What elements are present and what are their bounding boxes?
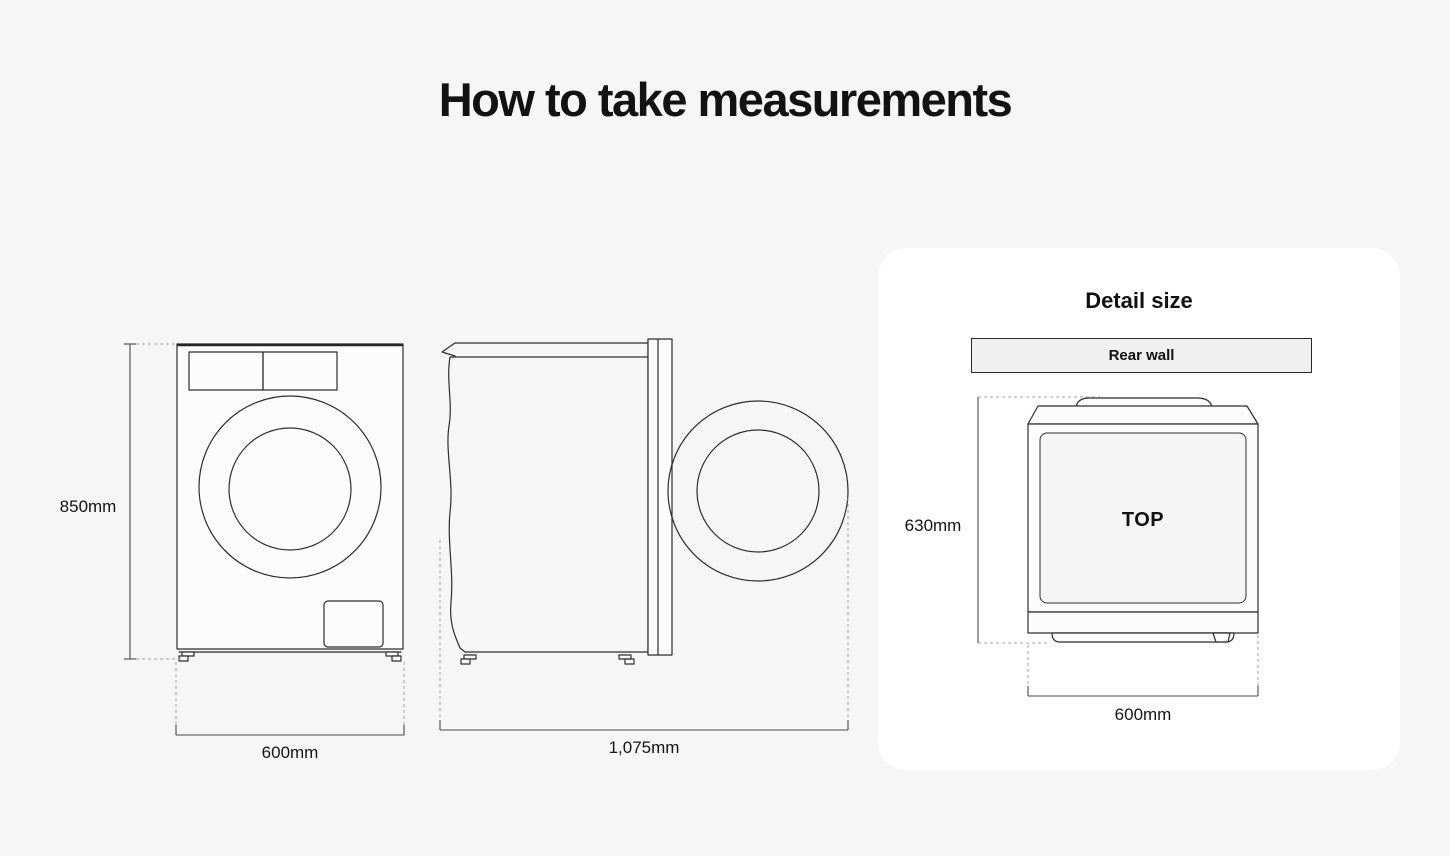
side-back-profile bbox=[448, 357, 465, 652]
top-width-dimension bbox=[1028, 635, 1258, 696]
top-width-label: 600mm bbox=[1114, 705, 1172, 724]
top-base-tab bbox=[1213, 633, 1230, 642]
detail-card-title: Detail size bbox=[1085, 288, 1193, 313]
side-top-notch bbox=[442, 343, 455, 356]
front-view-drawing bbox=[55, 335, 420, 770]
side-view-drawing bbox=[425, 330, 870, 770]
page-title: How to take measurements bbox=[438, 73, 1012, 126]
rear-wall-label: Rear wall bbox=[1108, 347, 1175, 364]
side-open-door-outer bbox=[668, 401, 848, 581]
side-depth-label: 1,075mm bbox=[608, 738, 680, 757]
front-height-label: 850mm bbox=[59, 497, 117, 516]
rear-wall-bar bbox=[971, 338, 1312, 373]
front-width-dimension bbox=[176, 662, 404, 735]
top-base-strip bbox=[1052, 633, 1234, 642]
front-right-foot bbox=[386, 652, 401, 661]
top-front-band bbox=[1028, 612, 1258, 633]
top-view-drawing bbox=[900, 390, 1280, 730]
side-left-foot bbox=[461, 655, 476, 664]
side-right-foot bbox=[619, 655, 634, 664]
top-rear-panel bbox=[1028, 406, 1258, 424]
front-left-foot bbox=[179, 652, 194, 661]
side-open-door-inner bbox=[697, 430, 819, 552]
top-depth-label: 630mm bbox=[904, 516, 962, 535]
detail-size-card bbox=[878, 248, 1400, 770]
front-height-dimension bbox=[124, 344, 183, 659]
side-depth-dimension bbox=[440, 498, 848, 730]
top-view-label: TOP bbox=[1121, 509, 1165, 531]
front-width-label: 600mm bbox=[261, 743, 319, 762]
